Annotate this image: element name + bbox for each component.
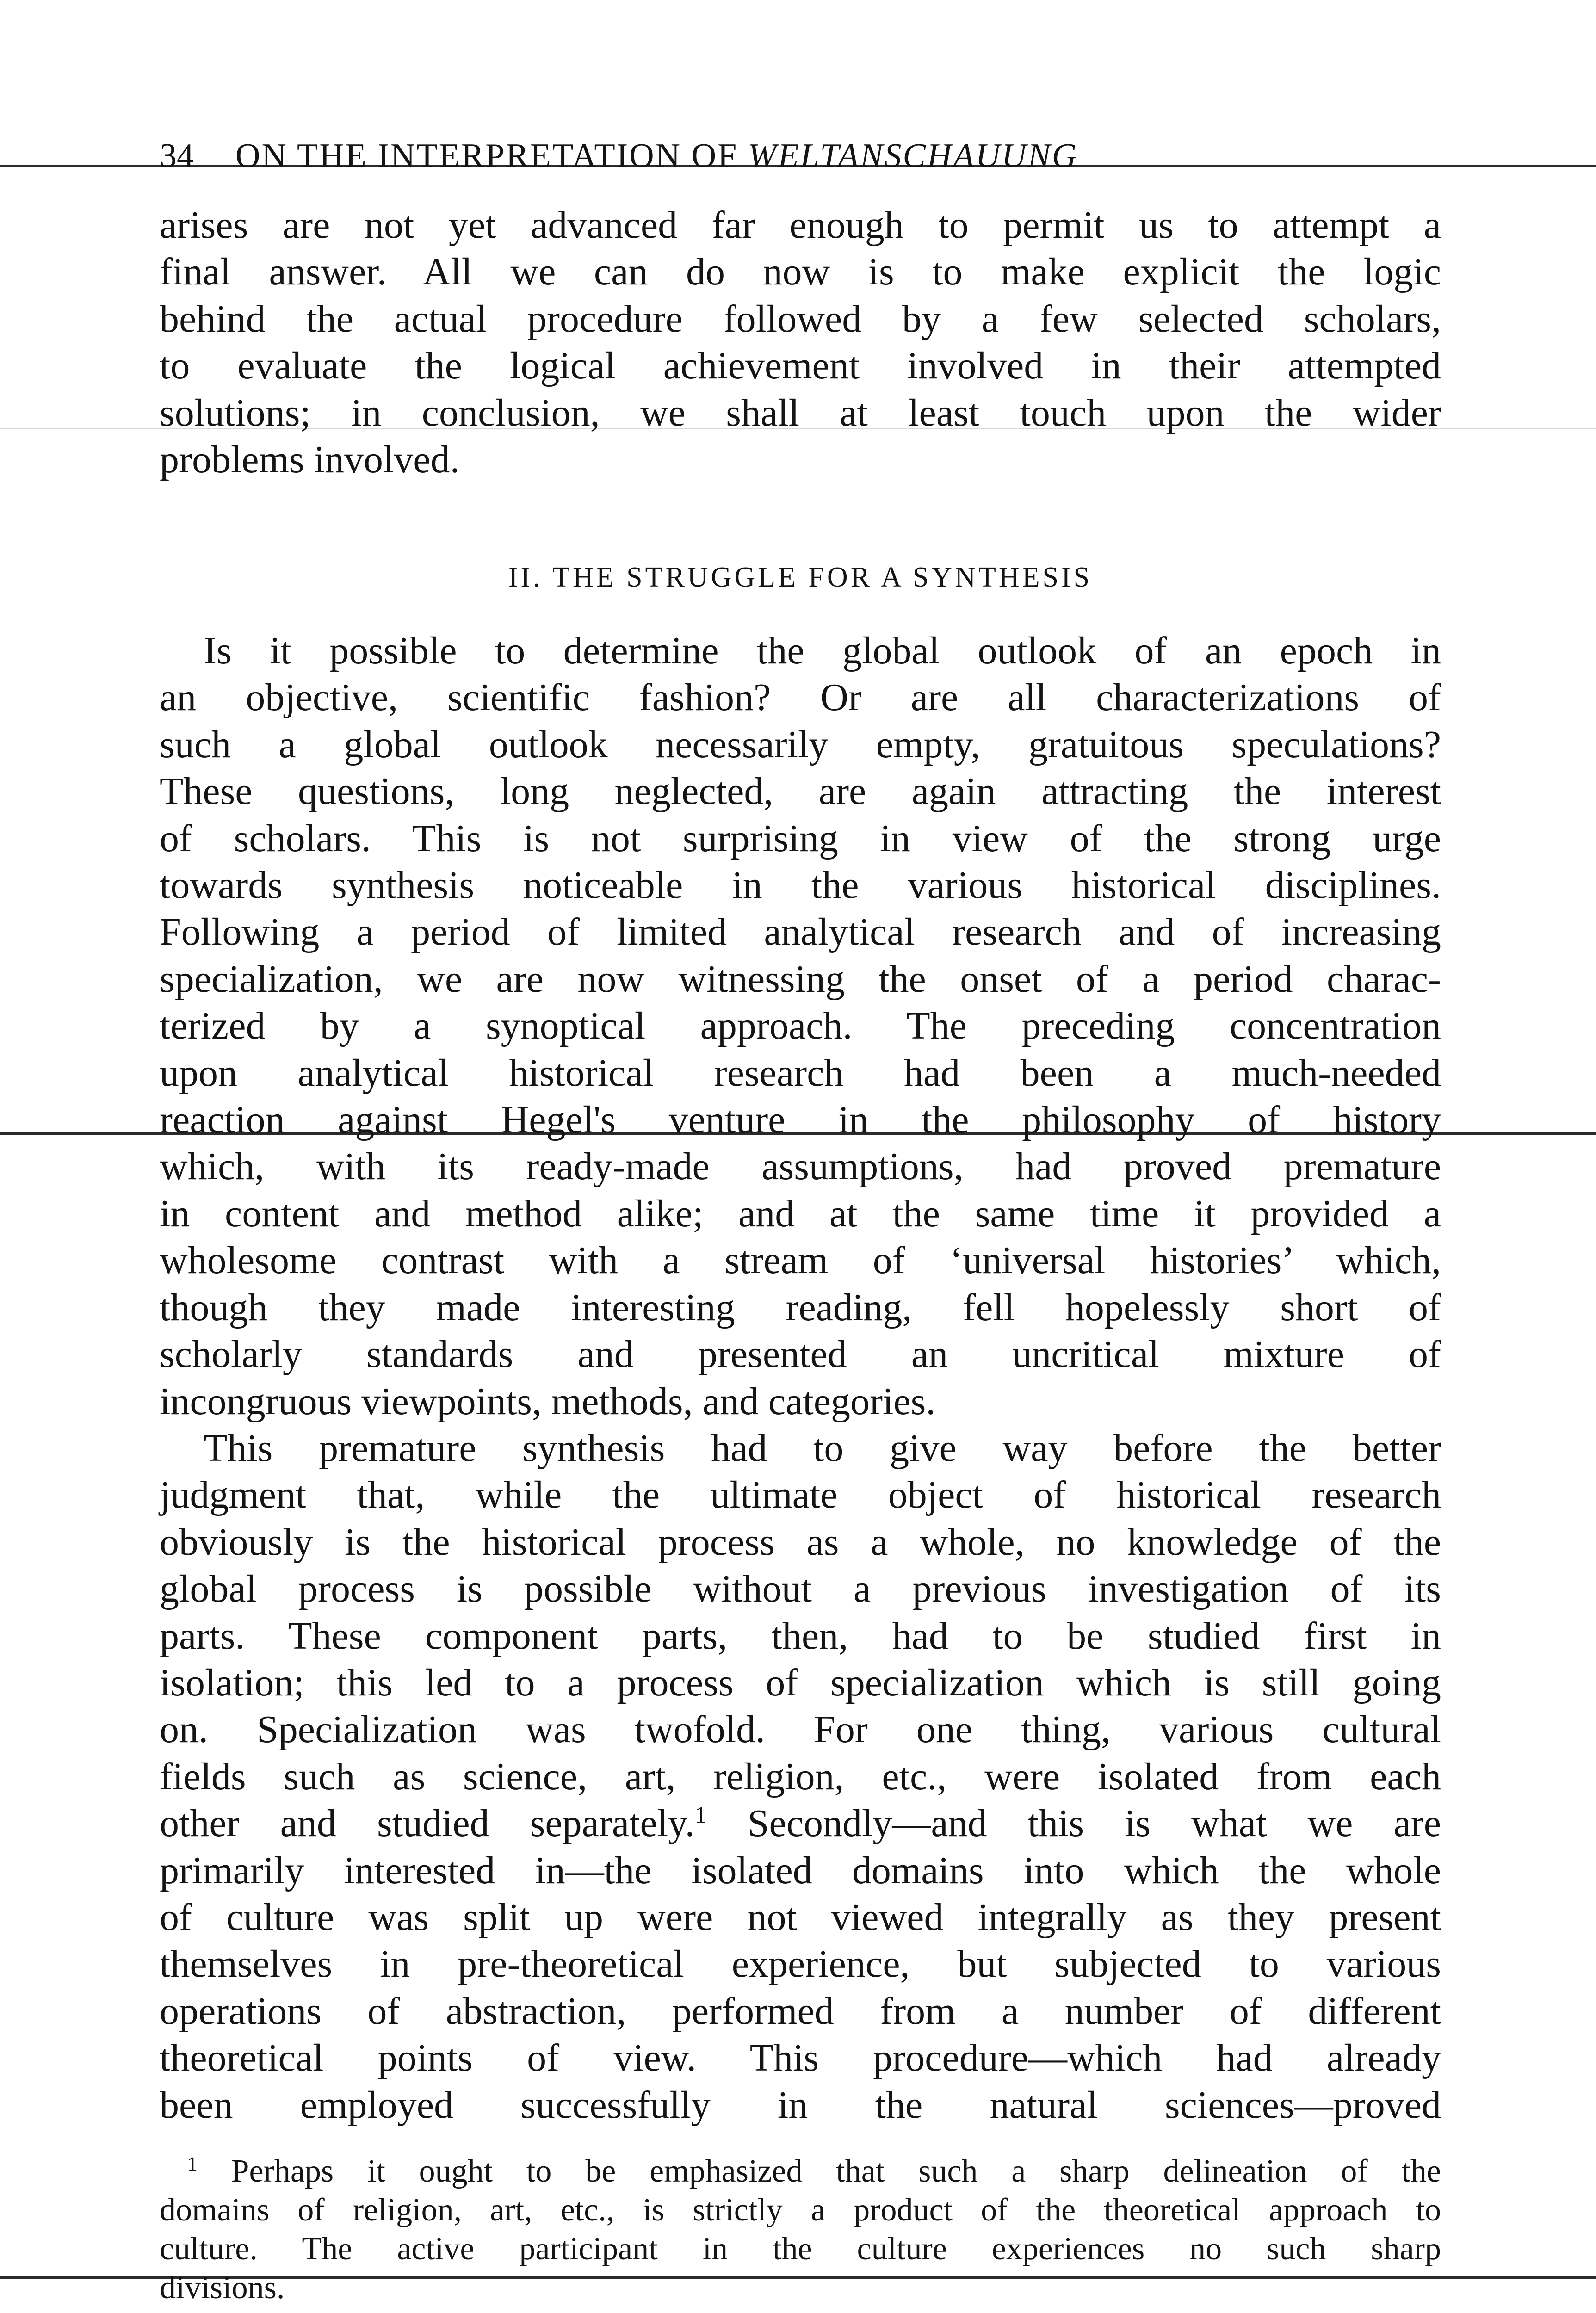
- text-line: behind the actual procedure followed by a few selected scholars,: [160, 297, 1441, 340]
- text-line: such a global outlook necessarily empty, gratuitous speculations?: [160, 723, 1441, 766]
- running-head-title: ON THE INTERPRETATION OF: [235, 137, 748, 175]
- text-line: though they made interesting reading, fell hopelessly short of: [160, 1286, 1441, 1329]
- running-head: [160, 135, 1078, 177]
- opening-paragraph: [160, 202, 1441, 483]
- text-line: themselves in pre-theoretical experience, but subjected to various: [160, 1942, 1441, 1986]
- text-fragment: Secondly—and this is what we are: [706, 1802, 1441, 1845]
- text-line: reaction against Hegel's venture in the philosophy of history: [160, 1098, 1441, 1142]
- text-line: been employed successfully in the natural sciences—proved: [160, 2083, 1441, 2127]
- text-line: arises are not yet advanced far enough to permit us to attempt a: [160, 204, 1441, 247]
- text-line: wholesome contrast with a stream of ‘universal histories’ which,: [160, 1239, 1441, 1282]
- text-line: These questions, long neglected, are again attracting the interest: [160, 770, 1441, 813]
- text-line: Is it possible to determine the global outlook of an epoch in: [204, 629, 1441, 672]
- footnote-line: [160, 2152, 1441, 2191]
- text-line: of culture was split up were not viewed integrally as they present: [160, 1896, 1441, 1939]
- footnote-marker: 1: [187, 2153, 198, 2176]
- footnote: [160, 2152, 1441, 2307]
- section-heading: II. THE STRUGGLE FOR A SYNTHESIS: [508, 562, 1093, 593]
- text-line: final answer. All we can do now is to make explicit the logic: [160, 250, 1441, 294]
- text-line: obviously is the historical process as a whole, no knowledge of the: [160, 1520, 1441, 1564]
- footnote-reference-marker[interactable]: 1: [694, 1802, 707, 1829]
- text-line: primarily interested in—the isolated domains into which the whole: [160, 1849, 1441, 1892]
- footnote-line: culture. The active participant in the culture experiences no such sharp: [160, 2231, 1441, 2267]
- text-line: an objective, scientific fashion? Or are all characterizations of: [160, 676, 1441, 719]
- text-fragment: other and studied separately.: [160, 1802, 695, 1845]
- running-head-title-italic: WELTANSCHAUUNG: [748, 137, 1078, 175]
- text-line: which, with its ready-made assumptions, had proved premature: [160, 1145, 1441, 1188]
- text-line: global process is possible without a previous investigation of its: [160, 1567, 1441, 1611]
- text-line: operations of abstraction, performed from a number of different: [160, 1989, 1441, 2033]
- text-line: upon analytical historical research had been a much-needed: [160, 1051, 1441, 1095]
- text-line: solutions; in conclusion, we shall at least touch upon the wider: [160, 391, 1441, 434]
- text-line: of scholars. This is not surprising in view of the strong urge: [160, 816, 1441, 860]
- footnote-line: divisions.: [160, 2270, 285, 2306]
- footnote-line: domains of religion, art, etc., is strictly a product of the theoretical approach to: [160, 2192, 1441, 2228]
- text-line: terized by a synoptical approach. The preceding concentration: [160, 1004, 1441, 1048]
- text-line: specialization, we are now witnessing the onset of a period charac-: [160, 957, 1441, 1001]
- text-line: on. Specialization was twofold. For one thing, various cultural: [160, 1708, 1441, 1751]
- text-line: in content and method alike; and at the same time it provided a: [160, 1192, 1441, 1235]
- text-fragment: Perhaps it ought to be emphasized that such a sharp delineation of the: [197, 2153, 1441, 2189]
- page-number: 34: [160, 137, 194, 175]
- text-line: scholarly standards and presented an uncritical mixture of: [160, 1333, 1441, 1376]
- text-line: parts. These component parts, then, had to be studied first in: [160, 1614, 1441, 1657]
- text-line: theoretical points of view. This procedure—which had already: [160, 2036, 1441, 2080]
- text-line: towards synthesis noticeable in the various historical disciplines.: [160, 864, 1441, 907]
- text-line: This premature synthesis had to give way before the better: [204, 1427, 1441, 1470]
- text-line-with-note: [160, 1800, 1441, 1847]
- paragraph-premature-synthesis: [160, 1425, 1441, 2128]
- text-line: judgment that, while the ultimate object of historical research: [160, 1473, 1441, 1517]
- text-line: to evaluate the logical achievement involved in their attempted: [160, 344, 1441, 388]
- text-line: fields such as science, art, religion, etc., were isolated from each: [160, 1755, 1441, 1798]
- text-line: incongruous viewpoints, methods, and categories.: [160, 1379, 936, 1423]
- paragraph-synthesis-question: [160, 627, 1441, 1425]
- text-line: isolation; this led to a process of specialization which is still going: [160, 1661, 1441, 1705]
- text-line: Following a period of limited analytical research and of increasing: [160, 910, 1441, 954]
- text-line: problems involved.: [160, 438, 460, 482]
